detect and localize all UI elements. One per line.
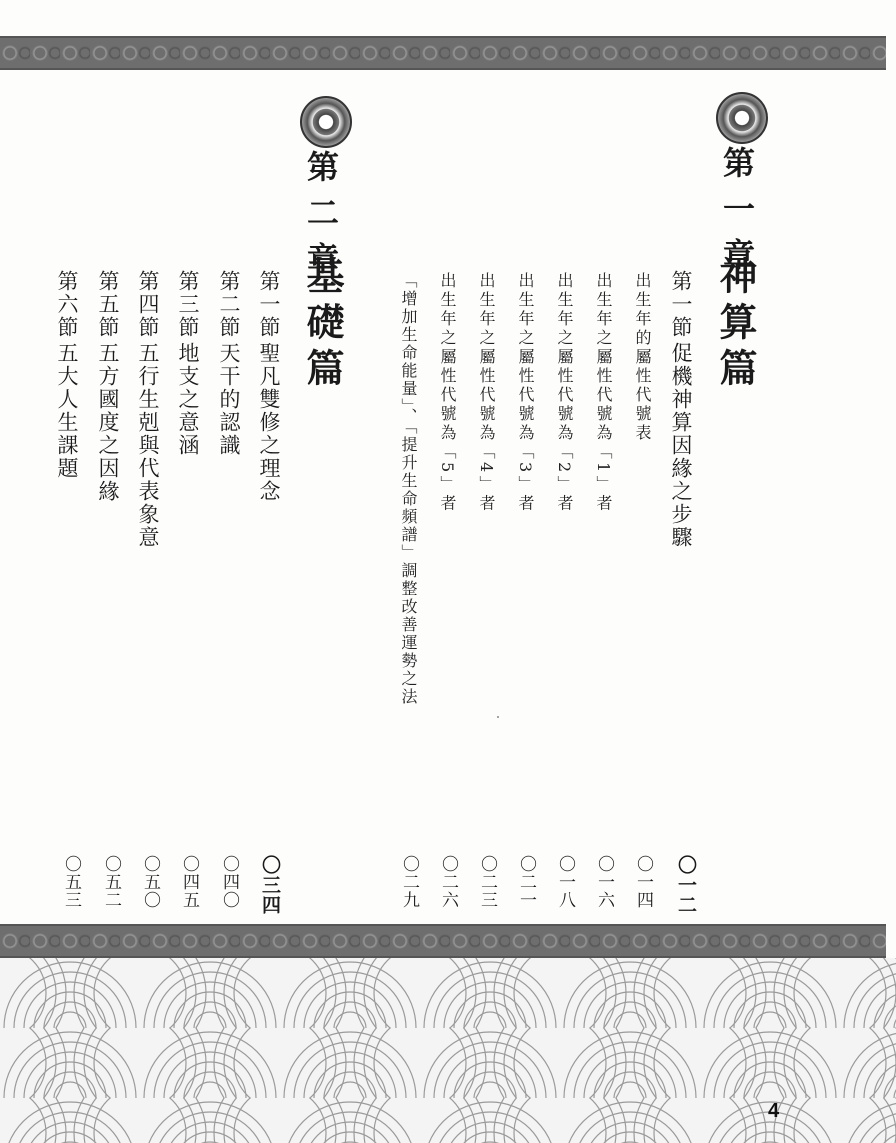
chapter2-section-3-title: 地支之意涵 xyxy=(176,342,200,457)
bottom-ornamental-band xyxy=(0,924,886,958)
page-number: 4 xyxy=(768,1100,780,1122)
chapter2-section-4-page: 〇五〇 xyxy=(140,855,160,909)
chapter1-item-5-page: 〇二三 xyxy=(477,855,497,909)
chapter2-section-2-title: 天干的認識 xyxy=(217,342,241,457)
chapter2-section-4-title: 五行生剋與代表象意 xyxy=(136,342,160,549)
chapter1-item-1: 出生年的屬性代號表 xyxy=(633,272,652,443)
chapter2-section-6-label: 第六節 xyxy=(55,270,79,339)
chapter2-section-3-page: 〇四五 xyxy=(179,855,199,909)
chapter2-section-3-label: 第三節 xyxy=(176,270,200,339)
chapter1-item-7: 「增加生命能量」、「提升生命頻譜」調整改善運勢之法 xyxy=(399,272,418,706)
chapter1-item-6-page: 〇二六 xyxy=(438,855,458,909)
wave-pattern-decoration xyxy=(0,958,896,1143)
chapter1-item-3-page: 〇一八 xyxy=(555,855,575,909)
chapter1-item-6: 出生年之屬性代號為「5」者 xyxy=(438,272,457,514)
chapter1-item-7-page: 〇二九 xyxy=(399,855,419,909)
paper-speck xyxy=(497,716,499,718)
chapter1-label: 第一章 xyxy=(718,146,756,284)
chapter1-item-2-page: 〇一六 xyxy=(594,855,614,909)
chapter2-section-4-label: 第四節 xyxy=(136,270,160,339)
chapter1-medallion-icon xyxy=(716,92,768,144)
chapter1-item-2: 出生年之屬性代號為「1」者 xyxy=(594,272,613,514)
chapter2-section-5-page: 〇五二 xyxy=(101,855,121,909)
chapter2-section-1-title: 聖凡雙修之理念 xyxy=(257,342,281,503)
chapter2-section-1-label: 第一節 xyxy=(257,270,281,339)
chapter1-section1-title: 促機神算因緣之步驟 xyxy=(669,342,693,549)
top-ornamental-band xyxy=(0,36,886,70)
chapter1-item-4-page: 〇二一 xyxy=(516,855,536,909)
chapter2-section-1-page: 〇三四 xyxy=(259,855,281,915)
chapter1-title: 神算篇 xyxy=(713,256,758,394)
chapter2-medallion-icon xyxy=(300,96,352,148)
chapter2-section-2-label: 第二節 xyxy=(217,270,241,339)
chapter1-section1-label: 第一節 xyxy=(669,270,693,339)
chapter2-section-2-page: 〇四〇 xyxy=(219,855,239,909)
chapter2-label: 第二章 xyxy=(302,150,340,288)
chapter2-section-5-title: 五方國度之因緣 xyxy=(96,342,120,503)
chapter1-item-4: 出生年之屬性代號為「3」者 xyxy=(516,272,535,514)
chapter2-section-6-title: 五大人生課題 xyxy=(55,342,79,480)
chapter1-item-1-page: 〇一四 xyxy=(633,855,653,909)
chapter2-title: 基礎篇 xyxy=(300,256,345,394)
chapter2-section-6-page: 〇五三 xyxy=(61,855,81,909)
chapter2-section-5-label: 第五節 xyxy=(96,270,120,339)
chapter1-section1-page: 〇一二 xyxy=(675,855,697,915)
chapter1-item-3: 出生年之屬性代號為「2」者 xyxy=(555,272,574,514)
chapter1-item-5: 出生年之屬性代號為「4」者 xyxy=(477,272,496,514)
